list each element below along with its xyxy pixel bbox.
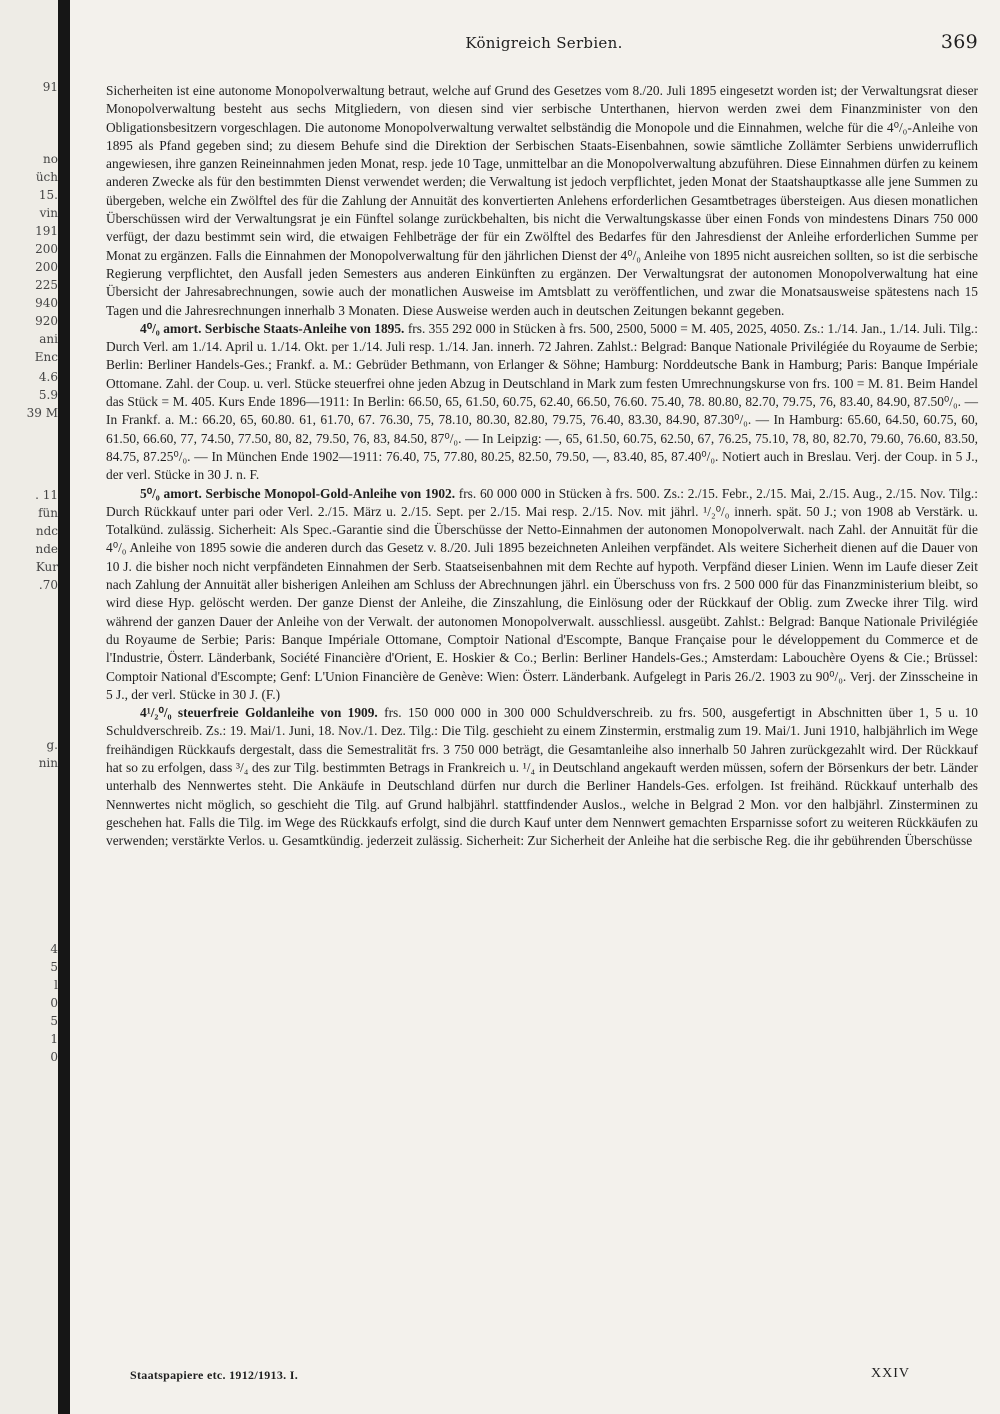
paragraph-security-continuation: Sicherheiten ist eine autonome Monopolverwaltung betraut, welche auf Grund des Gesetzes vom 8./20. Juli 1895 eingesetzt worden ist; der Verwaltungsrat dieser Monopolverwaltung besteht aus sechs Mitgliedern, von diesen sind vier serbische Unterthanen, hiervon werden zwei dem Finanzminister von den Obligationsbesitzern vorgeschlagen. Die autonome Monopolverwaltung verwaltet selbständig die Monopole und die Einnahmen, welche für die 4⁰/₀-Anleihe von 1895 als Pfand gegeben sind; zu diesem Behufe sind die Direktion der Serbischen Staats-Eisenbahnen, sowie sämtliche Zollämter Serbiens unwiderruflich angewiesen, ihre ganzen Reineinnahmen jeden Monat, resp. jede 10 Tage, unmittelbar an die Monopolverwaltung abzuführen. Diese Einnahmen dürfen zu keinem anderen Zwecke als für den bestimmten Dienst verwendet werden; die Verwaltung ist jedoch verpflichtet, jeden Monat der Staatshauptkasse alle jene Summen zu übergeben, welche ein Zwölftel des für die Zahlung der Annuität des konvertierten Anlehens erforderlichen Gesamtbetrages übersteigen. Aus diesen monatlichen Überschüssen wird der Verwaltungsrat je ein Fünftel solange zurückbehalten, bis nicht die Verwaltungskasse über einen Fonds von mindestens Dinars 750 000 verfügt, der dazu bestimmt sein wird, die etwaigen Fehlbeträge der für ein Zwölftel des Bedarfes für den Jahresdienst der Anleihe erforderlichen Summe per Monat zu ergänzen. Falls die Einnahmen der Monopolverwaltung für den jährlichen Dienst der 4⁰/₀ Anleihe von 1895 nicht ausreichen sollten, so ist die serbische Regierung verpflichtet, den Ausfall jeden Semesters aus anderen Einkünften zu ergänzen. Der Verwaltungsrat der autonomen Monopolverwaltung hat eine Übersicht der Jahresabrechnungen, sowie auch der monatlichen Ausweise im Amtsblatt zu veröffentlichen, und zwar die Monatsausweise spätestens nach 15 Tagen und die Jahresrechnungen innerhalb 3 Monaten. Diese Ausweise werden auch in deutschen Zeitungen bekannt gegeben.: [106, 83, 978, 318]
margin-fragment: 5: [50, 1014, 58, 1028]
running-title: Königreich Serbien.: [465, 34, 623, 52]
margin-fragment: 940: [35, 296, 58, 310]
footer-signature-mark: XXIV: [871, 1366, 910, 1381]
page-header: [110, 31, 978, 58]
margin-fragment: nde: [35, 542, 58, 556]
margin-fragment: 200: [35, 260, 58, 274]
margin-fragment: ani: [39, 332, 58, 346]
entry-title-loan-1902: 5⁰/₀ amort. Serbische Monopol-Gold-Anleihe von 1902.: [140, 485, 456, 501]
margin-fragment: 920: [35, 314, 58, 328]
margin-fragment: 91: [42, 80, 58, 94]
page-body: [106, 82, 978, 850]
margin-fragment: vin: [39, 206, 58, 220]
entry-loan-1895: [106, 320, 978, 485]
entry-title-loan-1909: 4¹/₂⁰/₀ steuerfreie Goldanleihe von 1909.: [140, 705, 378, 721]
margin-fragment: 225: [35, 278, 58, 292]
entry-title-loan-1895: 4⁰/₀ amort. Serbische Staats-Anleihe von 1895.: [140, 320, 405, 336]
margin-fragment: Kur: [35, 560, 58, 574]
margin-fragment: 1: [50, 1032, 58, 1046]
entry-text-loan-1902: frs. 60 000 000 in Stücken à frs. 500. Zs.: 2./15. Febr., 2./15. Mai, 2./15. Aug., 2./15. Nov. Tilg.: Durch Rückkauf unter pari oder Verl. 2./15. März u. 2./15. Sept. per 2./15. Mai resp. 2./15. Nov. mit jährl. ¹/₂⁰/₀ innerh. spät. 50 J.; von 1908 ab Verstärk. u. Totalkünd. zulässig. Sicherheit: Als Spec.-Garantie sind die Überschüsse der Netto-Einnahmen der autonomen Monopolverwalt. nach Zahl. der Annuität für die 4⁰/₀ Anleihe von 1895 sowie die anderen durch das Gesetz v. 8./20. Juli 1895 bezeichneten Anleihen verpfändet. Als weitere Sicherheit dienen auf die Dauer von 10 J. die bisher noch nicht verpfändeten Einnahmen der Serb. Staatseisenbahnen mit dem Rechte auf hypoth. Verpfänd dieser Linien. Wenn im Laufe dieser Zeit nach Zahlung der Annuität aller bisherigen Anleihen am Schluss der Abrechnungen jährl. ein Überschuss von frs. 2 500 000 für das Finanzministerium bleibt, so wird diese Hyp. gelöscht werden. Der ganze Dienst der Anleihe, die Zinszahlung, die Einlösung oder der Rückkauf der Oblig. zum Zwecke ihrer Tilg. wird während der ganzen Dauer der Anleihe von der Verwalt. der autonomen Monopolverwalt. ausschliessl. ausgeübt. Zahlst.: Belgrad: Banque Nationale Privilégiée du Royaume de Serbie; Paris: Banque Impériale Ottomane, Comptoir National d'Escompte, Banque Française pour le développement du Commerce et de l'Industrie, Österr. Länderbank, Société Financière d'Orient, E. Hoskier & Co.; Berlin: Berliner Handels-Ges.; Amsterdam: Labouchère Oyens & Cie.; Brüssel: Comptoir National d'Escompte; Genf: L'Union Financière de Genève: Wien: Österr. Länderbank. Aufgelegt in Paris 26./2. 1903 zu 90⁰/₀. Verj. der Zinsscheine in 5 J., der verl. Stücke in 30 J. (F.): [106, 485, 978, 702]
margin-fragment: ndc: [35, 524, 58, 538]
margin-fragment: l: [54, 978, 58, 992]
margin-fragment: 191: [35, 224, 58, 238]
margin-fragment: fün: [38, 506, 58, 520]
entry-text-loan-1895: frs. 355 292 000 in Stücken à frs. 500, 2500, 5000 = M. 405, 2025, 4050. Zs.: 1./14. Jan., 1./14. Juli. Tilg.: Durch Verl. am 1./14. April u. 1./14. Okt. per 1./14. Juli resp. 1./14. Jan. innerh. 72 Jahren. Zahlst.: Belgrad: Banque Nationale Privilégiée du Royaume de Serbie; Berlin: Berliner Handels-Ges.; Frankf. a. M.: Gebrüder Bethmann, von Erlanger & Söhne; Hamburg: Norddeutsche Bank in Hamburg; Paris: Banque Impériale Ottomane. Zahl. der Coup. u. verl. Stücke steuerfrei ohne jeden Abzug in Deutschland in Mark zum festen Umrechnungskurse von frs. 100 = M. 81. Beim Handel das Stück = M. 405. Kurs Ende 1896—1911: In Berlin: 66.50, 65, 61.50, 60.75, 62.40, 66.50, 76.60. 75.40, 78. 80.80, 82.70, 79.75, 76, 83.40, 84.90, 87.50⁰/₀. — In Frankf. a. M.: 66.20, 65, 60.80. 61, 61.70, 67. 76.30, 75, 78.10, 80.30, 82.80, 79.75, 76.40, 83.30, 84.90, 87.30⁰/₀. — In Hamburg: 65.60, 64.50, 60.75, 60, 61.50, 66.60, 77, 74.50, 77.50, 80, 82, 79.50, 76, 83, 84.50, 87⁰/₀. — In Leipzig: —, 65, 61.50, 60.75, 62.50, 67, 76.25, 75.10, 78, 80, 82.70, 79.60, 76.60, 83.50, 84.75, 87.25⁰/₀. — In München Ende 1902—1911: 76.40, 75, 77.80, 80.25, 82.50, 79.50, —, 83.40, 85, 87.40⁰/₀. Notiert auch in Breslau. Verj. der Coup. in 5 J., der verl. Stücke in 30 J. n. F.: [106, 320, 978, 483]
margin-fragment: 4: [50, 942, 58, 956]
entry-loan-1909: [106, 704, 978, 850]
page-footer: [130, 1366, 910, 1386]
book-binding-shadow: [58, 0, 70, 1414]
margin-fragment: Enc: [34, 350, 58, 364]
margin-fragment: . 11: [35, 488, 58, 502]
margin-fragment: 0: [50, 996, 58, 1010]
entry-text-loan-1909: frs. 150 000 000 in 300 000 Schuldverschreib. zu frs. 500, ausgefertigt in Abschnitten über 1, 5 u. 10 Schuldverschreib. Zs.: 19. Mai/1. Juni, 18. Nov./1. Dez. Tilg.: Die Tilg. geschieht zu einem Zinstermin, erstmalig zum 19. Mai/1. Juni 1910, halbjährlich im Wege freihändigen Rückkaufs dergestalt, dass die Semestralität frs. 3 750 000 beträgt, die Gesamtanleihe also innerhalb 50 Jahren zurückgezahlt wird. Der Rückkauf hat so zu erfolgen, dass ³/₄ des zur Tilg. bestimmten Betrags in Frankreich u. ¹/₄ in Deutschland angekauft werden müssen, sofern der Börsenkurs der betr. Länder unterhalb des Nennwertes steht. Die Ankäufe in Deutschland dürfen nur durch die Berliner Handels-Ges. erfolgen. Ist freihänd. Rückkauf unterhalb des Nennwertes nicht möglich, so geschieht die Tilg. auf Grund halbjährl. stattfindender Auslos., welche in Belgrad 2 Mon. vor den halbjährl. Zinsterminen zu geschehen hat. Falls die Tilg. im Wege des Rückkaufs erfolgt, sind die durch Kauf unter dem Nennwert gemachten Ersparnisse sofort zu weiteren Rückkäufen zu verwenden; verstärkte Verlos. u. Gesamtkündig. jederzeit zulässig. Sicherheit: Zur Sicherheit der Anleihe hat die serbische Reg. die ihr gebührenden Überschüsse: [106, 705, 978, 849]
margin-fragment: 39 M: [26, 406, 58, 420]
margin-fragment: no: [43, 152, 58, 166]
footer-publication-title: Staatspapiere etc. 1912/1913. I.: [130, 1368, 299, 1382]
margin-fragment: g.: [46, 738, 58, 752]
margin-fragment: üch: [35, 170, 58, 184]
margin-fragment: 15.: [38, 188, 58, 202]
margin-fragment: 5: [50, 960, 58, 974]
margin-fragment: 200: [35, 242, 58, 256]
margin-fragment: .70: [38, 578, 58, 592]
margin-fragment: 5.9: [38, 388, 58, 402]
margin-fragment: nin: [38, 756, 58, 770]
page-number: 369: [940, 31, 978, 53]
document-page: [70, 0, 1000, 1414]
entry-loan-1902: [106, 485, 978, 705]
margin-fragment: 4.6: [38, 370, 58, 384]
margin-fragment: 0: [50, 1050, 58, 1064]
